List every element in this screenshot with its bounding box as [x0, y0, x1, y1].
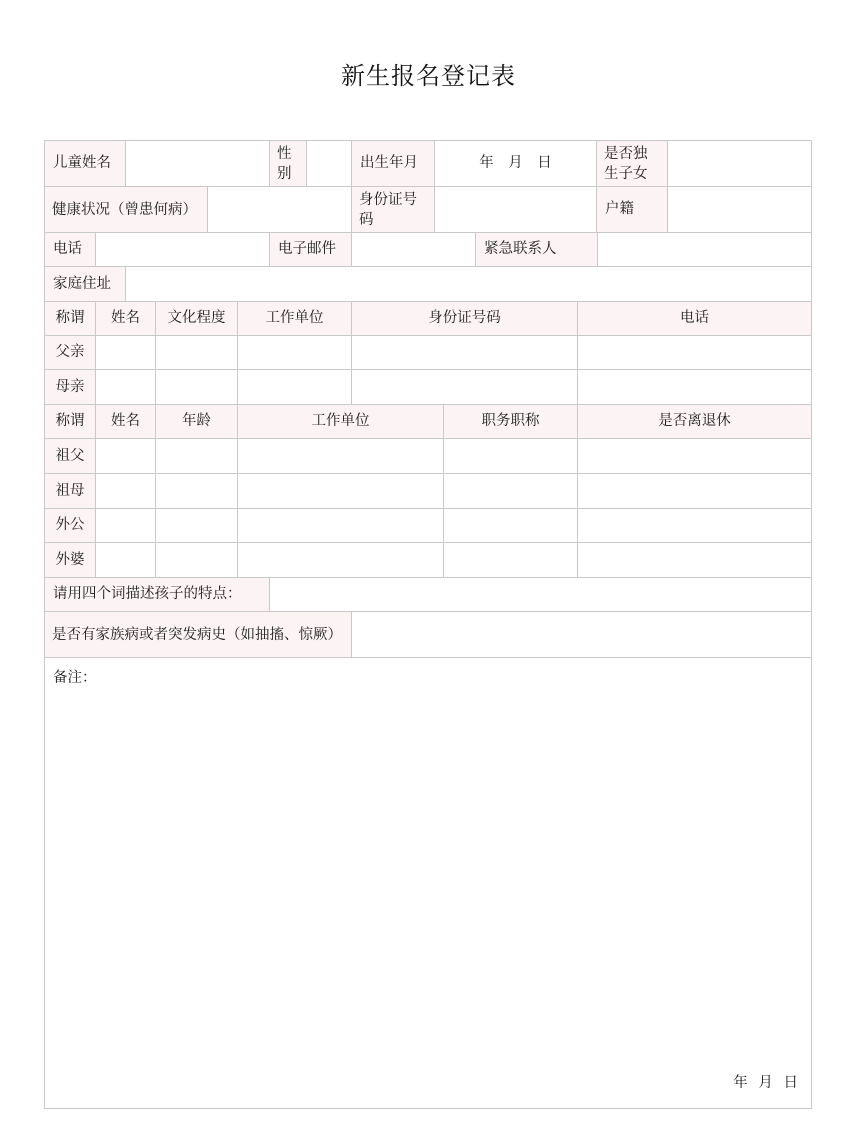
maternal-grandmother-retired-field[interactable] [578, 543, 811, 577]
relation-maternal-grandfather: 外公 [45, 509, 96, 542]
maternal-grandmother-title-field[interactable] [444, 543, 578, 577]
grandmother-retired-field[interactable] [578, 474, 811, 508]
family-history-field[interactable] [352, 612, 811, 657]
maternal-grandfather-title-field[interactable] [444, 509, 578, 542]
phone-field[interactable] [96, 233, 270, 266]
relation-grandmother: 祖母 [45, 474, 96, 508]
row-health [45, 187, 811, 233]
only-child-field[interactable] [668, 141, 811, 186]
gp-header-employer: 工作单位 [238, 405, 444, 438]
gp-row-maternal-grandmother [45, 543, 811, 578]
relation-father: 父亲 [45, 336, 96, 369]
grandmother-name-field[interactable] [96, 474, 156, 508]
relation-maternal-grandmother: 外婆 [45, 543, 96, 577]
gender-field[interactable] [307, 141, 352, 186]
remarks-area[interactable] [45, 658, 811, 1108]
relation-mother: 母亲 [45, 370, 96, 404]
parents-header-education: 文化程度 [156, 302, 238, 335]
hukou-field[interactable] [668, 187, 811, 232]
mother-education-field[interactable] [156, 370, 238, 404]
gp-header-relation: 称谓 [45, 405, 96, 438]
signature-date: 年 月 日 [733, 1075, 801, 1091]
row-child-name [45, 141, 811, 187]
address-label: 家庭住址 [45, 267, 126, 301]
parents-header-name: 姓名 [96, 302, 156, 335]
gp-header-retired: 是否离退休 [578, 405, 811, 438]
grandfather-age-field[interactable] [156, 439, 238, 473]
id-number-field[interactable] [435, 187, 597, 232]
traits-label: 请用四个词描述孩子的特点： [45, 578, 270, 611]
row-family-history [45, 612, 811, 658]
page-title: 新生报名登记表 [341, 62, 516, 90]
child-name-field[interactable] [126, 141, 270, 186]
mother-name-field[interactable] [96, 370, 156, 404]
gp-row-grandfather [45, 439, 811, 474]
father-employer-field[interactable] [238, 336, 352, 369]
grandfather-employer-field[interactable] [238, 439, 444, 473]
id-number-label: 身份证号码 [352, 187, 435, 232]
grandparents-header-row [45, 405, 811, 439]
maternal-grandmother-name-field[interactable] [96, 543, 156, 577]
maternal-grandfather-employer-field[interactable] [238, 509, 444, 542]
row-address [45, 267, 811, 302]
traits-field[interactable] [270, 578, 811, 611]
parents-header-phone: 电话 [578, 302, 811, 335]
address-field[interactable] [126, 267, 811, 301]
family-history-label: 是否有家族病或者突发病史（如抽搐、惊厥） [45, 612, 352, 657]
gp-header-name: 姓名 [96, 405, 156, 438]
emergency-contact-field[interactable] [598, 233, 811, 266]
mother-employer-field[interactable] [238, 370, 352, 404]
registration-form [44, 140, 812, 1109]
hukou-label: 户籍 [597, 187, 668, 232]
gp-header-age: 年龄 [156, 405, 238, 438]
parent-row-father [45, 336, 811, 370]
parents-header-relation: 称谓 [45, 302, 96, 335]
gp-header-title: 职务职称 [444, 405, 578, 438]
parents-header-row [45, 302, 811, 336]
birth-label: 出生年月 [352, 141, 435, 186]
grandmother-title-field[interactable] [444, 474, 578, 508]
emergency-contact-label: 紧急联系人 [476, 233, 598, 266]
grandmother-age-field[interactable] [156, 474, 238, 508]
maternal-grandmother-age-field[interactable] [156, 543, 238, 577]
only-child-label: 是否独生子女 [597, 141, 668, 186]
email-field[interactable] [352, 233, 476, 266]
grandfather-title-field[interactable] [444, 439, 578, 473]
gender-label: 性别 [270, 141, 307, 186]
maternal-grandmother-employer-field[interactable] [238, 543, 444, 577]
birth-field[interactable]: 年 月 日 [435, 141, 597, 186]
grandmother-employer-field[interactable] [238, 474, 444, 508]
mother-id-field[interactable] [352, 370, 578, 404]
health-field[interactable] [208, 187, 352, 232]
gp-row-grandmother [45, 474, 811, 509]
child-name-label: 儿童姓名 [45, 141, 126, 186]
gp-row-maternal-grandfather [45, 509, 811, 543]
maternal-grandfather-name-field[interactable] [96, 509, 156, 542]
parents-header-employer: 工作单位 [238, 302, 352, 335]
father-id-field[interactable] [352, 336, 578, 369]
email-label: 电子邮件 [270, 233, 352, 266]
maternal-grandfather-age-field[interactable] [156, 509, 238, 542]
maternal-grandfather-retired-field[interactable] [578, 509, 811, 542]
row-traits [45, 578, 811, 612]
mother-phone-field[interactable] [578, 370, 811, 404]
parent-row-mother [45, 370, 811, 405]
father-education-field[interactable] [156, 336, 238, 369]
relation-grandfather: 祖父 [45, 439, 96, 473]
row-contact [45, 233, 811, 267]
parents-header-id: 身份证号码 [352, 302, 578, 335]
phone-label: 电话 [45, 233, 96, 266]
grandfather-name-field[interactable] [96, 439, 156, 473]
father-phone-field[interactable] [578, 336, 811, 369]
father-name-field[interactable] [96, 336, 156, 369]
health-label: 健康状况（曾患何病） [45, 187, 208, 232]
grandfather-retired-field[interactable] [578, 439, 811, 473]
remarks-label: 备注： [53, 670, 97, 686]
